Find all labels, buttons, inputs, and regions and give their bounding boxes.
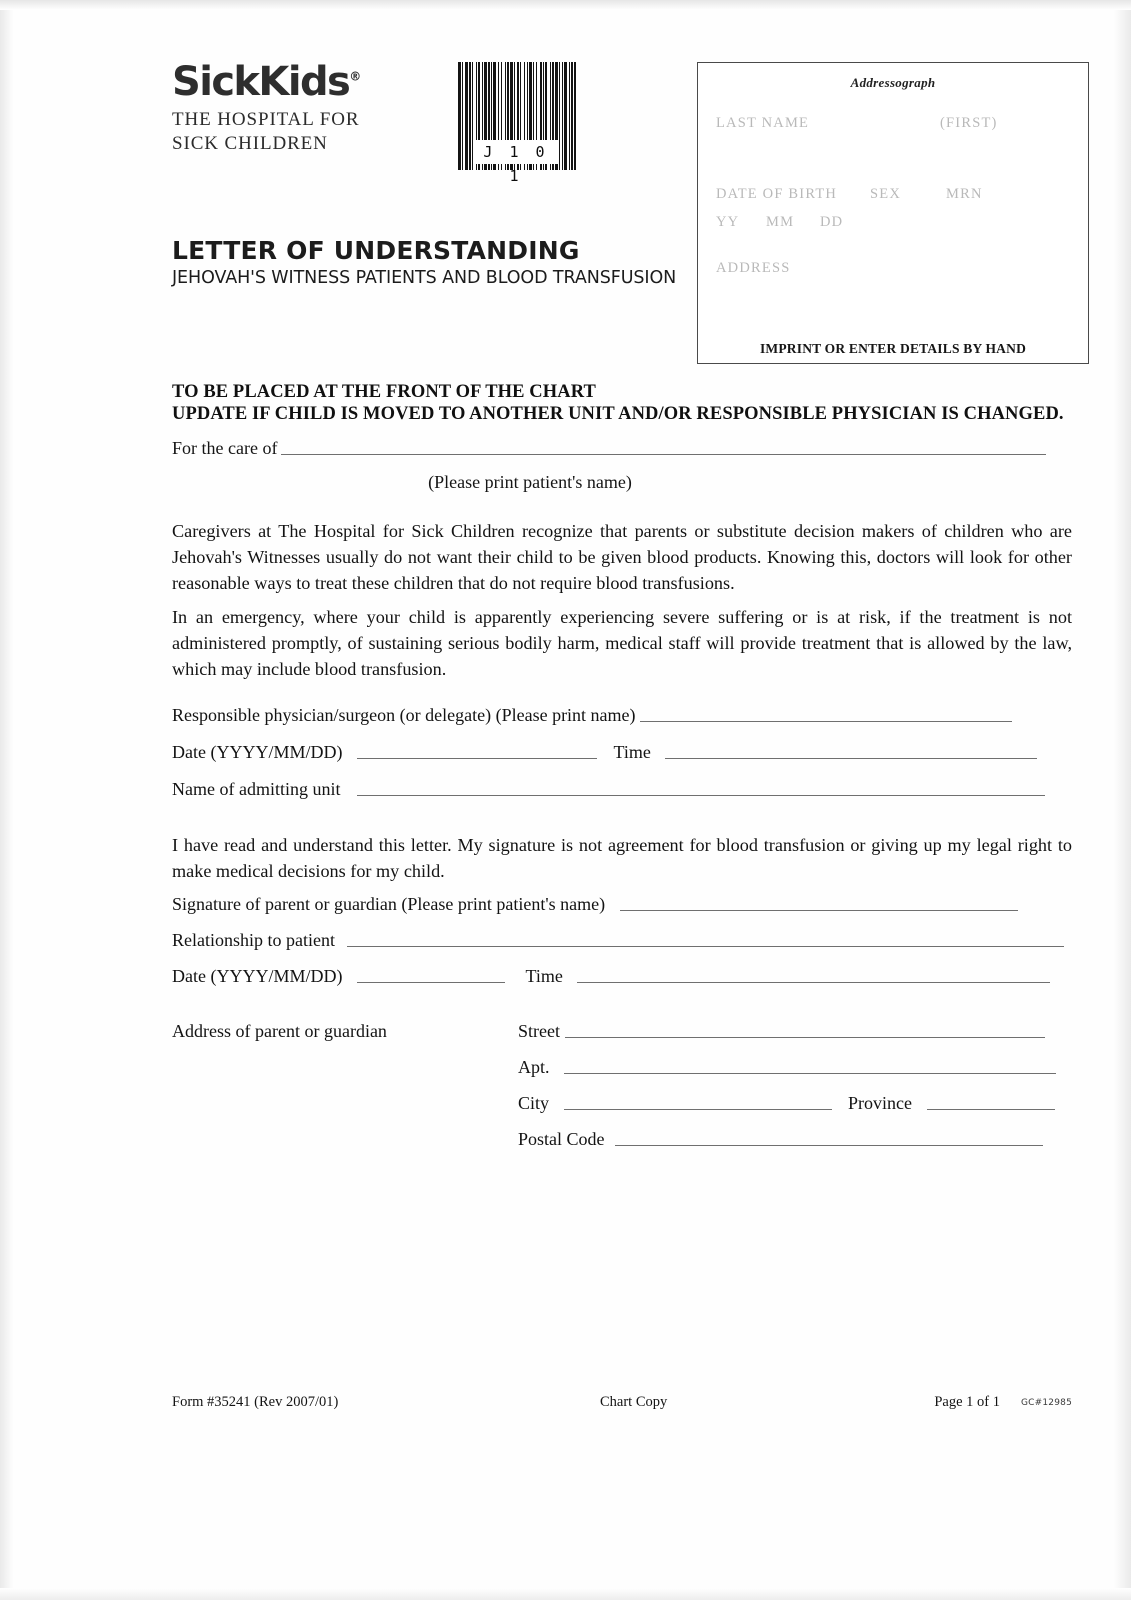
addressograph-mm-label: MM — [766, 214, 795, 230]
addressograph-imprint-note: IMPRINT OR ENTER DETAILS BY HAND — [759, 341, 1027, 356]
date2-input-line[interactable] — [357, 982, 505, 983]
province-input-line[interactable] — [927, 1109, 1055, 1110]
addressograph-sex-label: SEX — [870, 186, 901, 202]
relationship-label: Relationship to patient — [172, 930, 335, 950]
footer-print-code: GC#12985 — [1020, 1398, 1072, 1408]
logo-subtitle-line1: THE HOSPITAL FOR — [172, 109, 360, 130]
physician-label: Responsible physician/surgeon (or delegate) (Please print name) — [172, 705, 636, 725]
address-row-city-province — [518, 1093, 1053, 1129]
addressograph-dob-label: DATE OF BIRTH — [716, 186, 838, 202]
relationship-input-line[interactable] — [347, 946, 1064, 947]
time1-input-line[interactable] — [665, 758, 1037, 759]
admitting-unit-label: Name of admitting unit — [172, 779, 341, 799]
field-row-date-time-physician — [172, 742, 1052, 763]
logo-wordmark-text: SickKids — [172, 59, 350, 105]
signature-input-line[interactable] — [620, 910, 1018, 911]
postal-code-input-line[interactable] — [615, 1145, 1043, 1146]
addressograph-address-label: ADDRESS — [716, 260, 791, 276]
parent-address-label: Address of parent or guardian — [172, 1021, 387, 1041]
care-of-label: For the care of — [172, 438, 278, 458]
date2-label: Date (YYYY/MM/DD) — [172, 966, 343, 986]
apt-label: Apt. — [518, 1057, 550, 1077]
addressograph-box — [697, 62, 1089, 364]
instruction-line-1: TO BE PLACED AT THE FRONT OF THE CHART — [172, 382, 596, 402]
addressograph-mrn-label: MRN — [946, 186, 983, 202]
addressograph-title: Addressograph — [850, 75, 936, 90]
care-of-row — [172, 438, 1052, 459]
footer-copy-type: Chart Copy — [600, 1394, 668, 1410]
address-row-street — [518, 1021, 1053, 1057]
physician-input-line[interactable] — [640, 721, 1012, 722]
registered-trademark-icon: ® — [349, 69, 362, 84]
page-title: LETTER OF UNDERSTANDING — [172, 236, 580, 265]
instruction-line-2: UPDATE IF CHILD IS MOVED TO ANOTHER UNIT AND/OR RESPONSIBLE PHYSICIAN IS CHANGED. — [172, 404, 1064, 424]
city-input-line[interactable] — [564, 1109, 832, 1110]
paragraph-recognition: Caregivers at The Hospital for Sick Children recognize that parents or substitute decision makers of children who are Jehovah's Witnesses usually do not want their child to be given blood products. Knowing this, doctors will look for other reasonable ways to treat these children that do not require blood transfusions. — [172, 521, 1072, 593]
street-input-line[interactable] — [565, 1037, 1045, 1038]
signature-label: Signature of parent or guardian (Please print patient's name) — [172, 894, 606, 914]
province-label: Province — [848, 1093, 912, 1113]
footer-form-number: Form #35241 (Rev 2007/01) — [172, 1394, 339, 1410]
logo-subtitle-line2: SICK CHILDREN — [172, 132, 328, 154]
address-row-apt — [518, 1057, 1053, 1093]
field-row-admitting-unit — [172, 779, 1052, 800]
street-label: Street — [518, 1021, 560, 1041]
address-row-postal-code — [518, 1129, 1053, 1165]
field-row-physician — [172, 705, 1052, 726]
paragraph-emergency: In an emergency, where your child is apparently experiencing severe suffering or is at risk, if the treatment is not administered promptly, of sustaining serious bodily harm, medical staff will provide treatment that is allowed by the law, which may include blood transfusion. — [172, 607, 1072, 679]
time2-input-line[interactable] — [577, 982, 1050, 983]
logo-subtitle — [172, 108, 452, 156]
care-of-input-line[interactable] — [281, 454, 1046, 455]
time1-label: Time — [613, 742, 651, 762]
date1-input-line[interactable] — [357, 758, 597, 759]
logo-wordmark — [172, 59, 362, 105]
barcode-label: J 1 0 1 — [474, 140, 558, 164]
care-of-caption: (Please print patient's name) — [428, 472, 632, 492]
barcode — [458, 62, 576, 185]
date1-label: Date (YYYY/MM/DD) — [172, 742, 343, 762]
admitting-unit-input-line[interactable] — [357, 795, 1045, 796]
field-row-relationship — [172, 930, 1052, 951]
field-row-signature — [172, 894, 1052, 915]
addressograph-first-name-label: (FIRST) — [940, 115, 998, 131]
paragraph-acknowledgement: I have read and understand this letter. My signature is not agreement for blood transfusion or giving up my legal right to make medical decisions for my child. — [172, 835, 1072, 881]
addressograph-last-name-label: LAST NAME — [716, 115, 810, 131]
addressograph-dd-label: DD — [820, 214, 844, 230]
addressograph-yy-label: YY — [716, 214, 740, 230]
sickkids-logo — [172, 59, 452, 156]
footer-page-number: Page 1 of 1 — [934, 1394, 1000, 1410]
apt-input-line[interactable] — [564, 1073, 1056, 1074]
city-label: City — [518, 1093, 550, 1113]
time2-label: Time — [525, 966, 563, 986]
postal-code-label: Postal Code — [518, 1129, 605, 1149]
parent-address-fields — [518, 1021, 1053, 1165]
page-subtitle: JEHOVAH'S WITNESS PATIENTS AND BLOOD TRANSFUSION — [172, 268, 677, 288]
field-row-date-time-parent — [172, 966, 1052, 987]
